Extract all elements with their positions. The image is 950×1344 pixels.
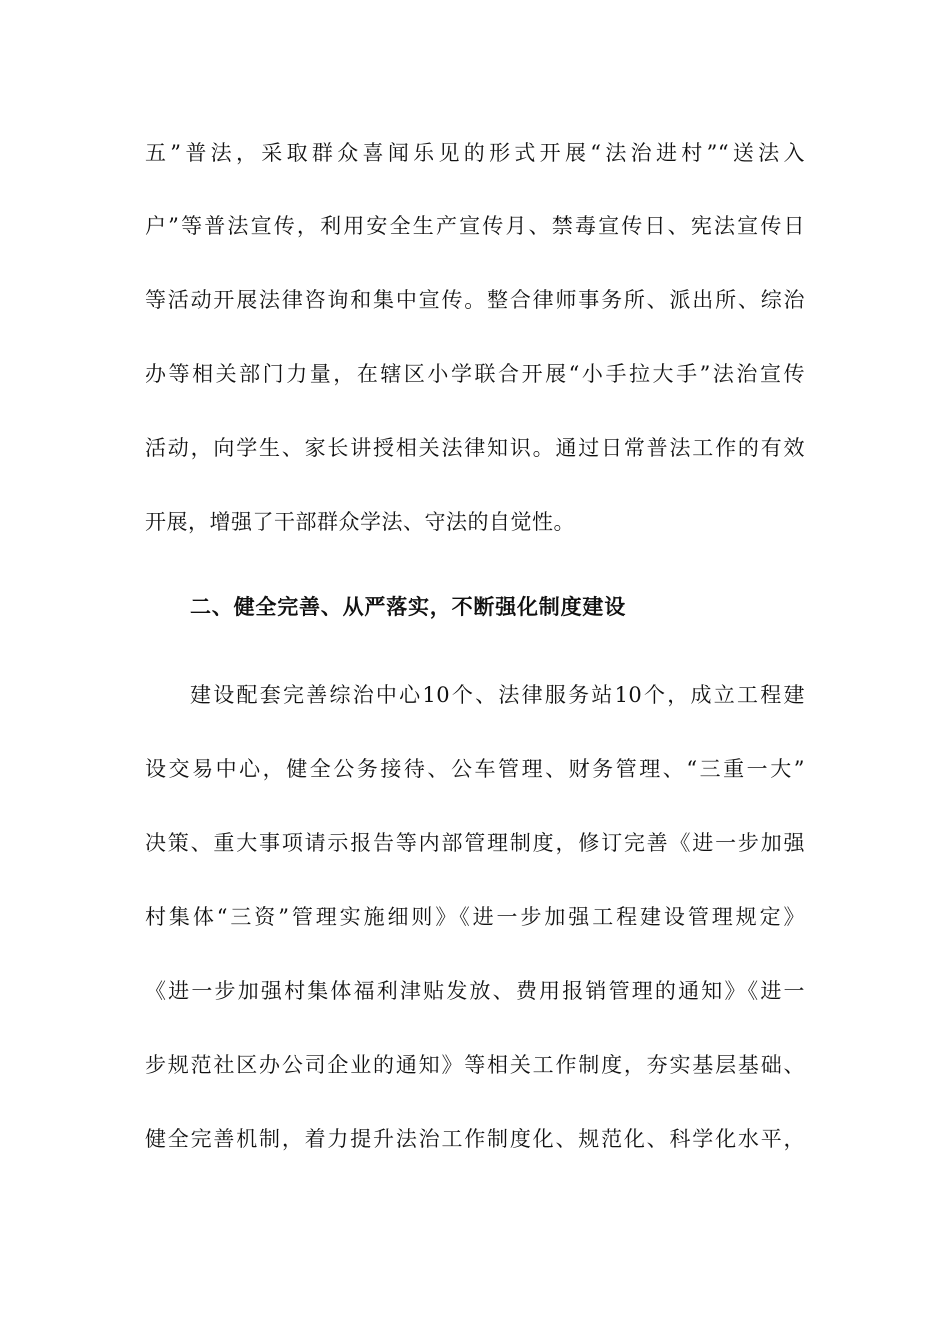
paragraph-line: 《进一步加强村集体福利津贴发放、费用报销管理的通知》《进一 <box>145 979 805 1003</box>
paragraph-line: 办等相关部门力量，在辖区小学联合开展“小手拉大手”法治宣传 <box>145 362 805 386</box>
paragraph-line: 活动，向学生、家长讲授相关法律知识。通过日常普法工作的有效 <box>145 436 805 460</box>
paragraph-line: 村集体“三资”管理实施细则》《进一步加强工程建设管理规定》 <box>145 905 805 929</box>
paragraph-line: 决策、重大事项请示报告等内部管理制度，修订完善《进一步加强 <box>145 831 805 855</box>
paragraph-line: 设交易中心，健全公务接待、公车管理、财务管理、“三重一大” <box>145 757 805 781</box>
paragraph-line: 等活动开展法律咨询和集中宣传。整合律师事务所、派出所、综治 <box>145 288 805 312</box>
section-heading: 二、健全完善、从严落实，不断强化制度建设 <box>190 595 626 619</box>
paragraph-line: 步规范社区办公司企业的通知》等相关工作制度，夯实基层基础、 <box>145 1053 805 1077</box>
paragraph-line: 开展，增强了干部群众学法、守法的自觉性。 <box>145 510 575 534</box>
paragraph-line: 五”普法，采取群众喜闻乐见的形式开展“法治进村”“送法入 <box>145 141 805 165</box>
paragraph-line: 建设配套完善综治中心10个、法律服务站10个，成立工程建 <box>190 683 805 707</box>
paragraph-line: 健全完善机制，着力提升法治工作制度化、规范化、科学化水平， <box>145 1127 805 1151</box>
paragraph-line: 户”等普法宣传，利用安全生产宣传月、禁毒宣传日、宪法宣传日 <box>145 214 805 238</box>
